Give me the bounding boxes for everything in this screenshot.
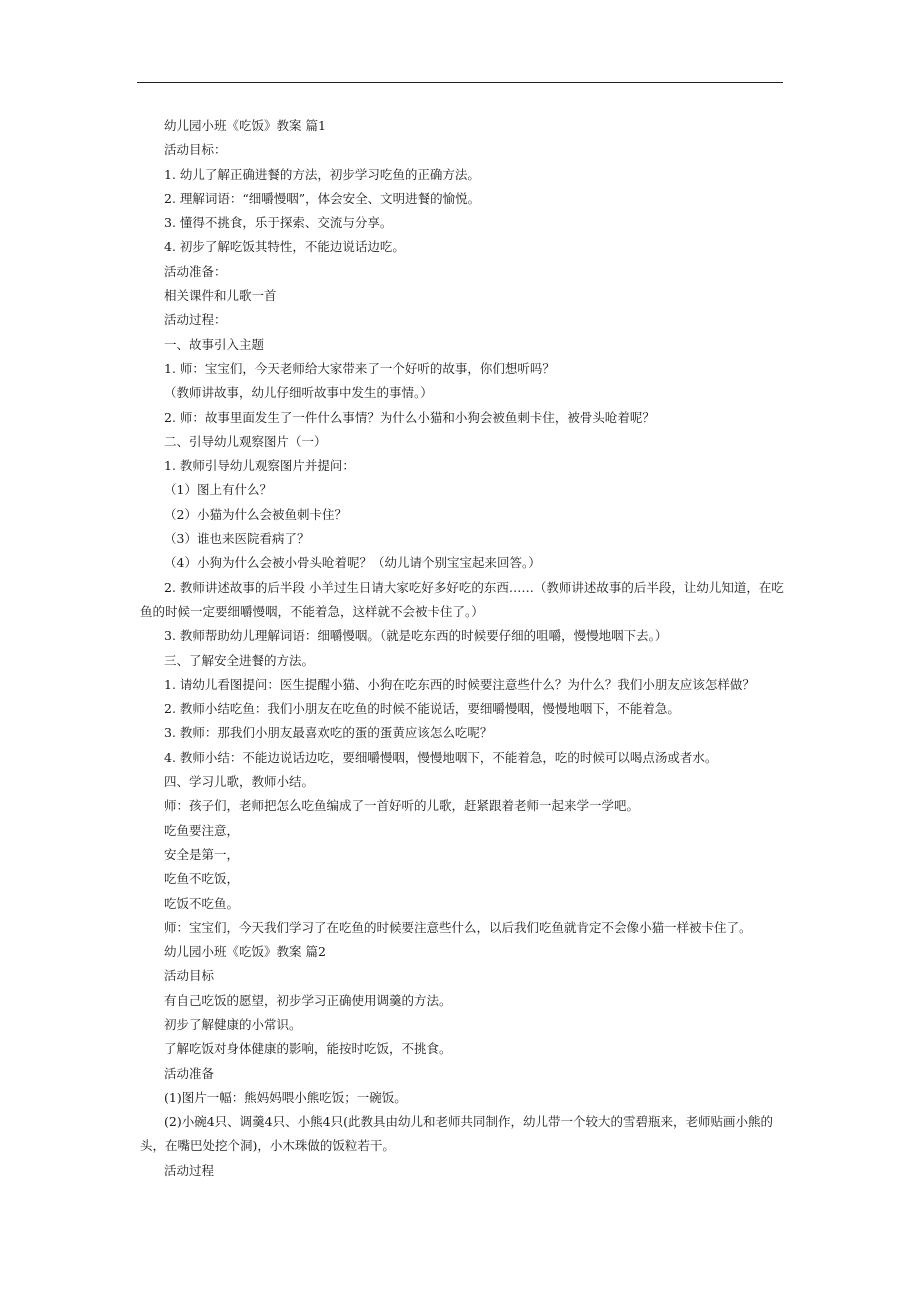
heading-line: 活动准备 (164, 1065, 215, 1081)
text-line: 2. 师：故事里面发生了一件什么事情？为什么小猫和小狗会被鱼刺卡住，被骨头呛着呢？ (164, 409, 655, 425)
text-line: 2. 理解词语：“细嚼慢咽”，体会安全、文明进餐的愉悦。 (164, 190, 481, 206)
text-line: （教师讲故事，幼儿仔细听故事中发生的事情。） (164, 385, 433, 401)
heading-line: 活动目标 (164, 968, 215, 984)
text-line: 一、故事引入主题 (164, 336, 265, 352)
text-line: 2. 教师小结吃鱼：我们小朋友在吃鱼的时候不能说话，要细嚼慢咽，慢慢地咽下，不能着急。 (164, 701, 680, 717)
text-line: （1）图上有什么？ (164, 482, 272, 498)
text-line: 有自己吃饭的愿望，初步学习正确使用调羹的方法。 (164, 992, 452, 1008)
rhyme-line: 吃鱼要注意， (164, 822, 240, 838)
rhyme-line: 安全是第一， (164, 846, 240, 862)
text-line: 三、了解安全进餐的方法。 (164, 652, 315, 668)
text-line: 4. 教师小结：不能边说话边吃，要细嚼慢咽，慢慢地咽下，不能着急，吃的时候可以喝点汤或者水。 (164, 749, 718, 765)
text-line: 1. 幼儿了解正确进餐的方法，初步学习吃鱼的正确方法。 (164, 166, 480, 182)
text-line: 师：宝宝们，今天我们学习了在吃鱼的时候要注意些什么，以后我们吃鱼就肯定不会像小猫一样被卡住了。 (164, 919, 752, 935)
paragraph-wrapped: 2. 教师讲述故事的后半段 小羊过生日请大家吃好多好吃的东西……（教师讲述故事的后半段，让幼儿知道，在吃鱼的时候一定要细嚼慢咽，不能着急，这样就不会被卡住了。） (140, 579, 784, 619)
text-line: 相关课件和儿歌一首 (164, 288, 277, 304)
text-line: （3）谁也来医院看病了？ (164, 531, 310, 547)
text-line: 了解吃饭对身体健康的影响，能按时吃饭，不挑食。 (164, 1041, 452, 1057)
text-line: （2）小猫为什么会被鱼刺卡住？ (164, 506, 347, 522)
text-line: 1. 师：宝宝们，今天老师给大家带来了一个好听的故事，你们想听吗？ (164, 360, 555, 376)
text-line: 1. 教师引导幼儿观察图片并提问： (164, 458, 355, 474)
header-rule (137, 82, 783, 83)
text-line: 3. 教师帮助幼儿理解词语：细嚼慢咽。（就是吃东西的时候要仔细的咀嚼，慢慢地咽下去。） (164, 628, 668, 644)
text-line: 3. 懂得不挑食，乐于探索、交流与分享。 (164, 215, 393, 231)
text-line: 初步了解健康的小常识。 (164, 1016, 302, 1032)
text-line: 3. 教师：那我们小朋友最喜欢吃的蛋的蛋黄应该怎么吃呢？ (164, 725, 493, 741)
text-line: 二、引导幼儿观察图片（一） (164, 433, 327, 449)
rhyme-line: 吃鱼不吃饭， (164, 871, 240, 887)
heading-line: 活动目标： (164, 142, 227, 158)
section-title: 幼儿园小班《吃饭》教案 篇1 (164, 118, 326, 133)
heading-line: 活动准备： (164, 263, 227, 279)
text-line: （4）小狗为什么会被小骨头呛着呢？（幼儿请个别宝宝起来回答。） (164, 555, 541, 571)
document-body (140, 114, 786, 1183)
heading-line: 活动过程： (164, 312, 227, 328)
text-line: 四、学习儿歌，教师小结。 (164, 774, 315, 790)
paragraph-wrapped: (2)小碗4只、调羹4只、小熊4只(此教具由幼儿和老师共同制作，幼儿带一个较大的雪碧瓶来，老师贴画小熊的头，在嘴巴处挖个洞)，小木珠做的饭粒若干。 (140, 1114, 773, 1154)
text-line: 师：孩子们，老师把怎么吃鱼编成了一首好听的儿歌，赶紧跟着老师一起来学一学吧。 (164, 798, 640, 814)
text-line: 4. 初步了解吃饭其特性，不能边说话边吃。 (164, 239, 405, 255)
heading-line: 活动过程 (164, 1162, 215, 1178)
section-title: 幼儿园小班《吃饭》教案 篇2 (164, 944, 326, 960)
rhyme-line: 吃饭不吃鱼。 (164, 895, 240, 911)
text-line: (1)图片一幅：熊妈妈喂小熊吃饭；一碗饭。 (164, 1089, 407, 1105)
text-line: 1. 请幼儿看图提问：医生提醒小猫、小狗在吃东西的时候要注意些什么？为什么？我们小朋友应该怎样做？ (164, 676, 755, 692)
